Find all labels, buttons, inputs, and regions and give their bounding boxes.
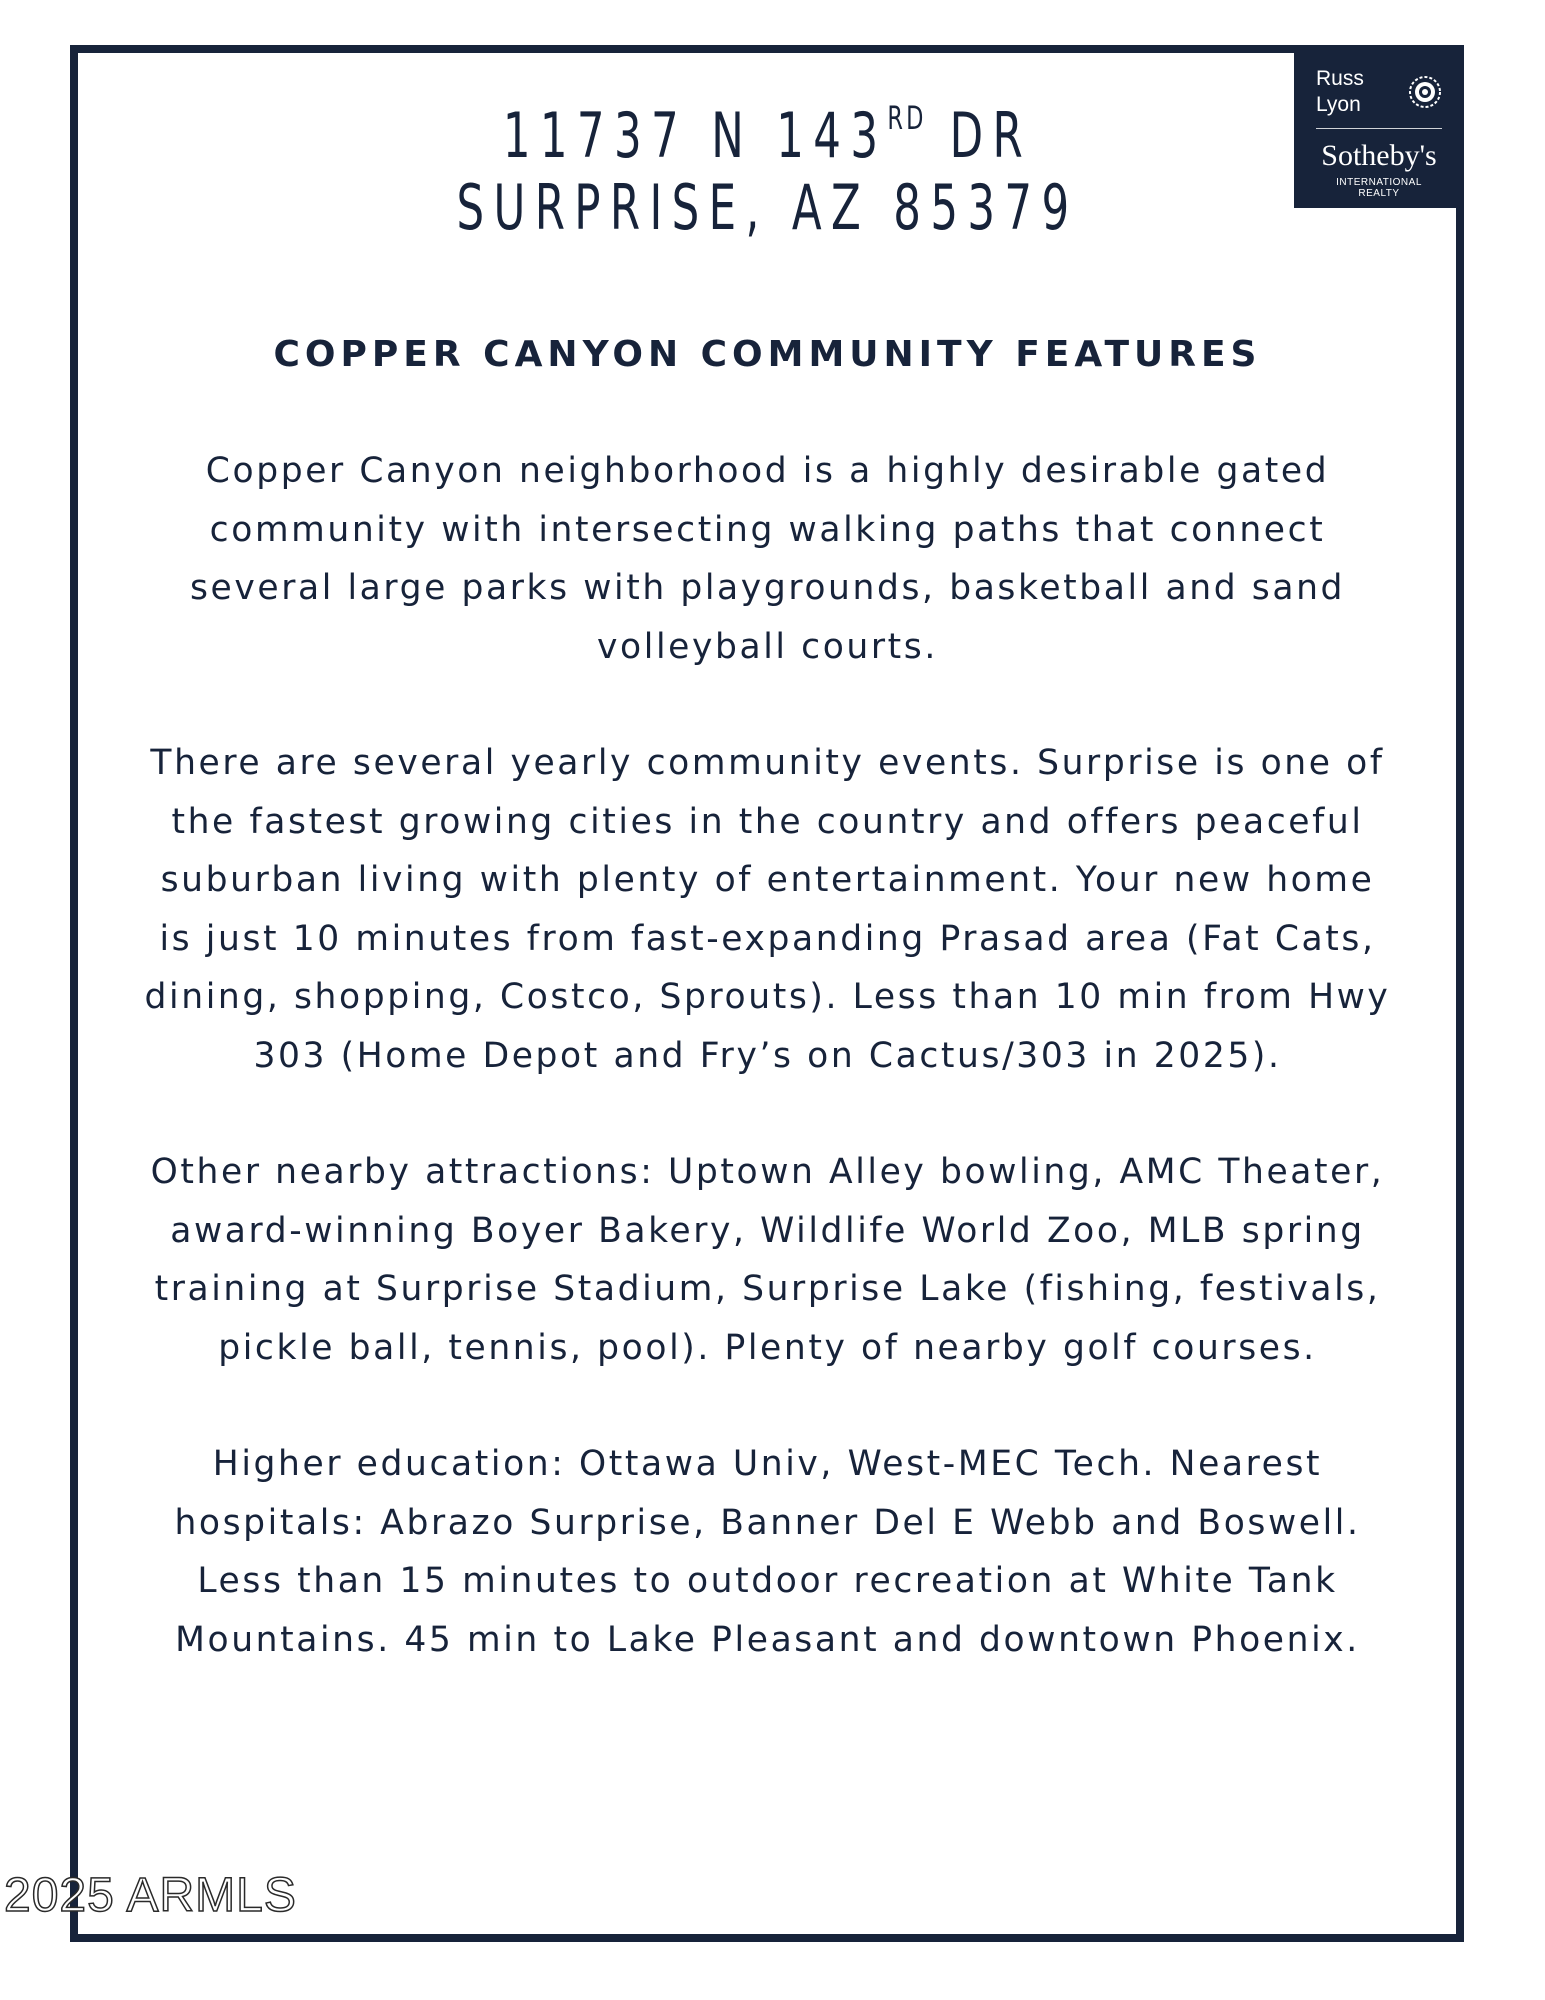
logo-russ-lyon: Russ Lyon: [1316, 67, 1364, 116]
copyright-watermark: 2025 ARMLS: [4, 1869, 297, 1922]
seal-icon: [1408, 75, 1442, 109]
logo-subtitle: INTERNATIONAL REALTY: [1336, 177, 1422, 199]
paragraph-neighborhood: Copper Canyon neighborhood is a highly desirable gated community with intersecting walking paths that connect several large parks with playgrounds, basketball and sand volleyball courts.: [189, 451, 1346, 667]
logo-brand: Sotheby's: [1321, 139, 1437, 172]
paragraph-attractions: Other nearby attractions: Uptown Alley bowling, AMC Theater, award-winning Boyer Bakery, Wildlife World Zoo, MLB spring training at Surprise Stadium, Surprise Lake (fishing, festivals, pickle ball, tennis, pool). Plenty of nearby golf courses.: [150, 1152, 1385, 1368]
property-address: [130, 82, 1405, 244]
features-body: [140, 442, 1395, 1669]
address-line-1: 11737 N 143RD DR: [502, 99, 1033, 172]
section-heading: COPPER CANYON COMMUNITY FEATURES: [273, 334, 1262, 375]
paragraph-education: Higher education: Ottawa Univ, West-MEC Tech. Nearest hospitals: Abrazo Surprise, Banner Del E Webb and Boswell. Less than 15 minutes to outdoor recreation at White Tank Mountains. 45 min to Lake Pleasant and downtown Phoenix.: [174, 1444, 1361, 1660]
paragraph-events: There are several yearly community events. Surprise is one of the fastest growing cities in the country and offers peaceful suburban living with plenty of entertainment. Your new home is just 10 minutes from fast-expanding Prasad area (Fat Cats, dining, shopping, Costco, Sprouts). Less than 10 min from Hwy 303 (Home Depot and Fry’s on Cactus/303 in 2025).: [144, 743, 1391, 1076]
address-line-2: SURPRISE, AZ 85379: [456, 171, 1079, 244]
